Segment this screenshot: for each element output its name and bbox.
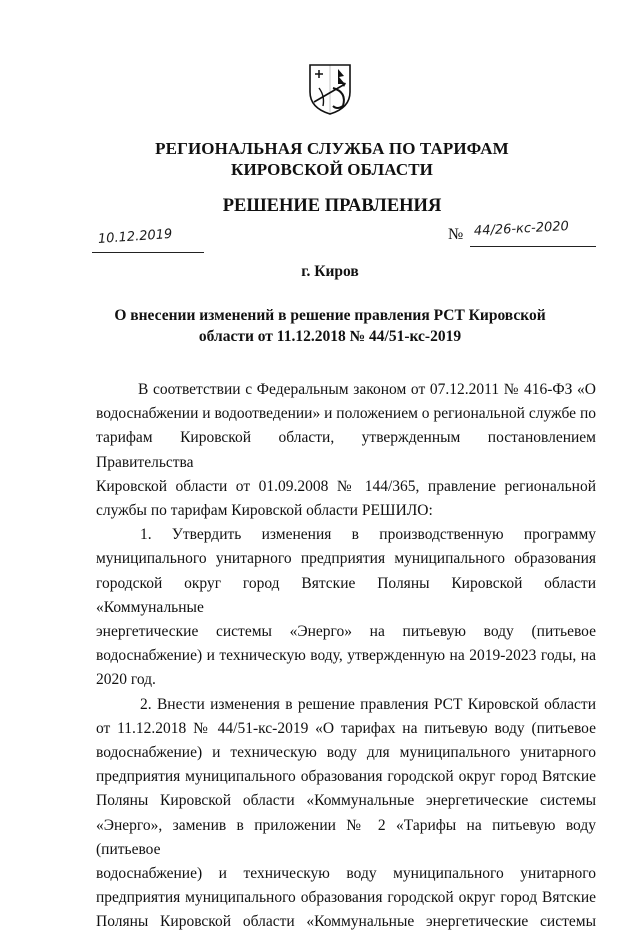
number-sign: № (448, 226, 464, 243)
body-line: 2. Внести изменения в решение правления РСТ Кировской области (140, 695, 596, 713)
body-line: «Энерго», заменив в приложении № 2 «Тарифы на питьевую воду (питьевое (96, 816, 596, 858)
subject-line1: О внесении изменений в решение правления РСТ Кировской (114, 307, 546, 324)
subject-heading (10, 305, 640, 347)
body-line: водоснабжение) и техническую воду муниципального унитарного (96, 865, 596, 883)
date-handwritten: 10.12.2019 (97, 226, 173, 247)
body-line: от 11.12.2018 № 44/51-кс-2019 «О тарифах на питьевую воду (питьевое (96, 719, 596, 737)
body-line: тарифам Кировской области, утвержденным постановлением Правительства (96, 429, 596, 471)
subject-line2: области от 11.12.2018 № 44/51-кс-2019 (198, 328, 462, 345)
date-field (92, 226, 204, 253)
body-line: Поляны Кировской области «Коммунальные энергетические системы (96, 792, 596, 810)
number-line (470, 219, 596, 247)
body-line: энергетические системы «Энерго» на питьевую воду (питьевое (96, 623, 596, 641)
document-body (96, 378, 596, 935)
body-line: 2020 год. (96, 671, 156, 689)
body-line: службы по тарифам Кировской области РЕШИЛО: (96, 502, 433, 520)
body-line: Кировской области от 01.09.2008 № 144/365, правление региональной (96, 477, 596, 495)
org-name-line2: КИРОВСКОЙ ОБЛАСТИ (231, 160, 433, 179)
number-field (448, 219, 598, 248)
body-line: водоснабжении и водоотведении» и положением о региональной службе по (96, 405, 596, 423)
body-line: предприятия муниципального образования городской округ город Вятские (96, 768, 596, 786)
body-line: муниципального унитарного предприятия муниципального образования (96, 550, 596, 568)
body-line: В соответствии с Федеральным законом от 07.12.2011 № 416-ФЗ «О (138, 381, 596, 398)
org-name-line1: РЕГИОНАЛЬНАЯ СЛУЖБА ПО ТАРИФАМ (155, 139, 509, 158)
city: г. Киров (301, 263, 359, 280)
coat-of-arms-icon (307, 62, 353, 116)
number-handwritten: 44/26-кс-2020 (473, 219, 570, 239)
body-line: водоснабжение) и техническую воду, утвержденную на 2019-2023 годы, на (96, 647, 596, 665)
body-line: городской округ город Вятские Поляны Кировской области «Коммунальные (96, 574, 596, 616)
body-line: Поляны Кировской области «Коммунальные энергетические системы (96, 913, 596, 931)
body-line: предприятия муниципального образования городской округ город Вятские (96, 889, 596, 907)
body-line: водоснабжение) и техническую воду для муниципального унитарного (96, 744, 596, 762)
body-line: 1. Утвердить изменения в производственную программу (140, 526, 596, 544)
document-type-title: РЕШЕНИЕ ПРАВЛЕНИЯ (222, 196, 442, 216)
